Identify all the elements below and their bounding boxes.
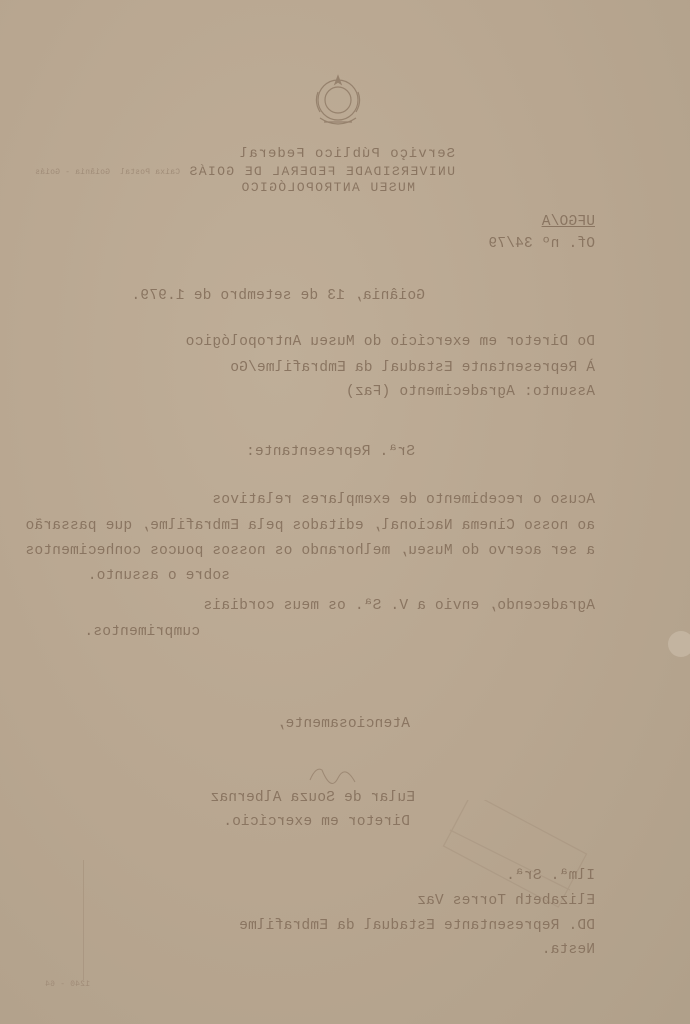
- from-line: Do Diretor em exercício do Museu Antropológico: [185, 334, 595, 350]
- signatory-title: Diretor em exercício.: [223, 814, 410, 830]
- body-line: sobre o assunto.: [87, 568, 230, 584]
- recipient-role: DD. Representante Estadual da Embrafilme: [238, 918, 595, 934]
- service-header: Serviço Público Federal: [238, 146, 455, 162]
- body-line: cumprimentos.: [84, 624, 200, 640]
- footer-note: 1240 - 64: [44, 980, 90, 989]
- body-line: ao nosso Cinema Nacional, editados pela Embrafilme, que passarão: [25, 518, 595, 534]
- signatory-name: Eular de Souza Albernaz: [210, 790, 415, 806]
- closing: Atenciosamente,: [276, 716, 410, 732]
- recipient-honorific: Ilmª. Srª.: [505, 868, 595, 884]
- right-note: Caixa Postal: [119, 168, 180, 177]
- body-line: a ser acervo do Museu, melhorando os nossos poucos conhecimentos: [25, 543, 595, 559]
- left-note: Goiânia - Goiás: [34, 168, 110, 177]
- body-line: Acuso o recebimento de exemplares relativos: [212, 492, 595, 508]
- body-line: Agradecendo, envio a V. Sª. os meus cordiais: [203, 598, 595, 614]
- salutation: Srª. Representante:: [245, 444, 415, 460]
- subject-line: Assunto: Agradecimento (Faz): [345, 384, 595, 400]
- date-line: Goiânia, 13 de setembro de 1.979.: [131, 288, 425, 304]
- recipient-city: Nesta.: [541, 942, 595, 958]
- to-line: À Representante Estadual da Embrafilme/Go: [230, 360, 595, 376]
- university-name: UNIVERSIDADE FEDERAL DE GOIÁS: [188, 164, 455, 179]
- recipient-name: Elizabeth Torres Vaz: [416, 893, 595, 909]
- reference-number: Of. nº 34/79: [488, 236, 595, 252]
- signature-icon: [300, 760, 360, 790]
- museum-name: MUSEU ANTROPOLÓGICO: [240, 180, 415, 195]
- coat-of-arms-icon: [310, 72, 366, 136]
- reference-code: UFGO/A: [541, 214, 595, 230]
